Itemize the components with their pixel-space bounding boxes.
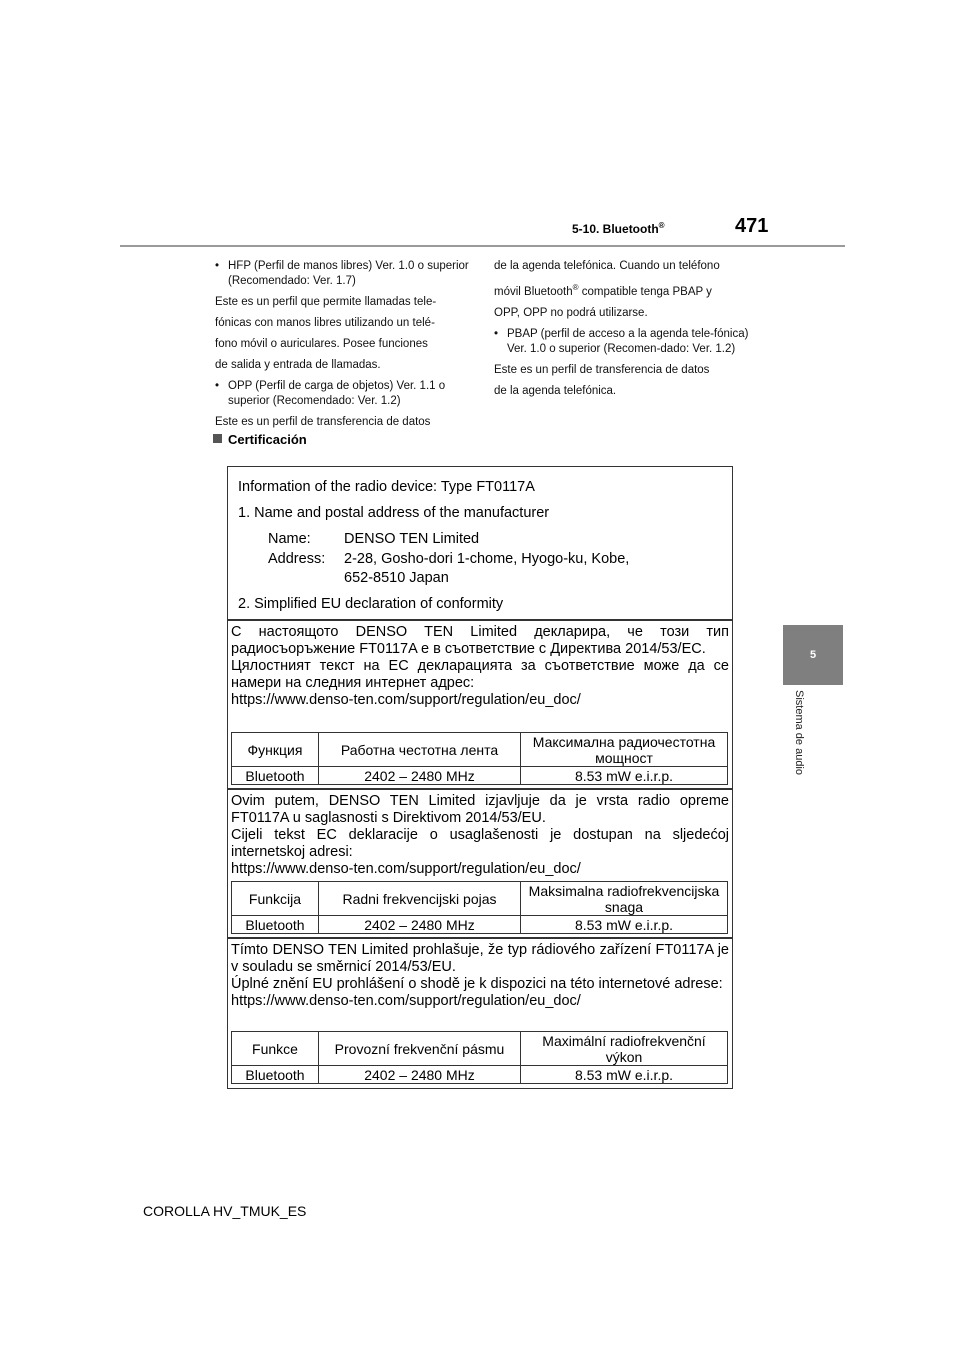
table-cell: Bluetooth xyxy=(232,767,319,785)
table-header-cell: Funkce xyxy=(232,1032,319,1066)
right-column xyxy=(494,256,754,402)
table-header-cell: Radni frekvencijski pojas xyxy=(319,882,521,916)
radio-device-title: Information of the radio device: Type FT0117A xyxy=(238,479,535,495)
declaration-url: https://www.denso-ten.com/support/regulation/eu_doc/ xyxy=(231,993,581,1009)
table-row xyxy=(232,916,728,934)
spec-table-cs xyxy=(231,1031,728,1084)
para-line: de la agenda telefónica. Cuando un teléfono xyxy=(494,260,720,272)
left-column xyxy=(215,256,470,433)
step-manufacturer: 1. Name and postal address of the manufacturer xyxy=(238,505,550,521)
certification-heading-text: Certificación xyxy=(228,432,307,447)
page-number: 471 xyxy=(735,215,769,237)
table-header-row xyxy=(232,1032,728,1066)
para-line: de la agenda telefónica. xyxy=(494,384,617,397)
name-value: DENSO TEN Limited xyxy=(344,531,480,547)
table-row xyxy=(232,767,728,785)
section-divider xyxy=(228,937,732,939)
section-title xyxy=(572,221,665,236)
para-line: Este es un perfil de transferencia de datos xyxy=(494,363,710,376)
address-value-2: 652-8510 Japan xyxy=(344,570,449,586)
table-cell: 2402 – 2480 MHz xyxy=(319,1066,521,1084)
spec-table-hr xyxy=(231,881,728,934)
address-label: Address: xyxy=(268,551,326,567)
declaration-text: Cijeli tekst EC deklaracije o usaglašenosti je dostupan na sljedećoj internetskoj adresi: xyxy=(231,827,729,860)
table-header-cell: Функция xyxy=(232,733,319,767)
section-divider xyxy=(228,788,732,790)
registered-mark: ® xyxy=(658,221,665,230)
declaration-text: Цялостният текст на ЕС декларацията за съответствие може да се намери на следния интернет адрес: xyxy=(231,658,729,691)
table-row xyxy=(232,1066,728,1084)
table-header-row xyxy=(232,882,728,916)
para-text: móvil Bluetooth xyxy=(494,285,573,298)
model-footer: COROLLA HV_TMUK_ES xyxy=(143,1203,307,1219)
declaration-text: Tímto DENSO TEN Limited prohlašuje, že typ rádiového zařízení FT0117A je v souladu se směrnicí 2014/53/EU. xyxy=(231,942,729,975)
bullet-pbap: • PBAP (perfil de acceso a la agenda tele-fónica) Ver. 1.0 o superior (Recomen-dado: Ver. 1.2) xyxy=(494,327,754,357)
table-cell: 2402 – 2480 MHz xyxy=(319,767,521,785)
declaration-hr xyxy=(231,793,729,878)
name-label: Name: xyxy=(268,531,311,547)
para-line: Este es un perfil de transferencia de datos xyxy=(215,416,431,428)
declaration-text: Úplné znění EU prohlášení o shodě je k dispozici na této internetové adrese: xyxy=(231,976,723,992)
para-text: compatible tenga PBAP y xyxy=(578,285,712,298)
spec-table-bg xyxy=(231,732,728,785)
para-line: OPP, OPP no podrá utilizarse. xyxy=(494,306,648,319)
declaration-text: Ovim putem, DENSO TEN Limited izjavljuje da je vrsta radio opreme FT0117A u saglasnosti s Direktivom 2014/53/EU. xyxy=(231,793,729,826)
table-cell: Bluetooth xyxy=(232,916,319,934)
step-declaration: 2. Simplified EU declaration of conformity xyxy=(238,596,504,612)
certification-box xyxy=(227,466,733,1089)
section-divider xyxy=(228,619,732,621)
declaration-url: https://www.denso-ten.com/support/regulation/eu_doc/ xyxy=(231,861,581,877)
para-line xyxy=(494,277,754,303)
table-cell: 8.53 mW e.i.r.p. xyxy=(521,767,728,785)
square-bullet-icon xyxy=(213,434,222,443)
para-line: fónicas con manos libres utilizando un telé- xyxy=(215,317,435,329)
table-cell: Bluetooth xyxy=(232,1066,319,1084)
table-cell: 8.53 mW e.i.r.p. xyxy=(521,1066,728,1084)
declaration-cs xyxy=(231,942,729,1010)
table-header-cell: Provozní frekvenční pásmu xyxy=(319,1032,521,1066)
table-cell: 8.53 mW e.i.r.p. xyxy=(521,916,728,934)
registered-mark: ® xyxy=(572,283,579,292)
para-line: fono móvil o auriculares. Posee funciones xyxy=(215,338,428,350)
table-header-cell: Maximální radiofrekvenční výkon xyxy=(521,1032,728,1066)
bullet-opp: • OPP (Perfil de carga de objetos) Ver. 1.1 o superior (Recomendado: Ver. 1.2) xyxy=(215,379,470,409)
bullet-hfp: • HFP (Perfil de manos libres) Ver. 1.0 o superior (Recomendado: Ver. 1.7) xyxy=(215,259,470,289)
header-rule xyxy=(120,245,845,247)
para-line: Este es un perfil que permite llamadas tele- xyxy=(215,296,437,308)
table-cell: 2402 – 2480 MHz xyxy=(319,916,521,934)
certification-heading xyxy=(213,432,307,447)
declaration-bg xyxy=(231,624,729,709)
table-header-cell: Работна честотна лента xyxy=(319,733,521,767)
chapter-tab[interactable]: 5 xyxy=(783,625,843,685)
declaration-url: https://www.denso-ten.com/support/regulation/eu_doc/ xyxy=(231,692,581,708)
address-value: 2-28, Gosho-dori 1-chome, Hyogo-ku, Kobe, xyxy=(344,551,630,567)
table-header-cell: Максимална радиочестотна мощност xyxy=(521,733,728,767)
declaration-text: С настоящото DENSO TEN Limited декларира, че този тип радиосъоръжение FT0117A е в съответствие с Директива 2014/53/ЕС. xyxy=(231,624,729,657)
table-header-cell: Funkcija xyxy=(232,882,319,916)
table-header-row xyxy=(232,733,728,767)
chapter-label: Sistema de audio xyxy=(793,690,805,775)
para-line: de salida y entrada de llamadas. xyxy=(215,359,381,371)
section-title-text: 5-10. Bluetooth xyxy=(572,222,659,236)
table-header-cell: Maksimalna radiofrekvencijska snaga xyxy=(521,882,728,916)
